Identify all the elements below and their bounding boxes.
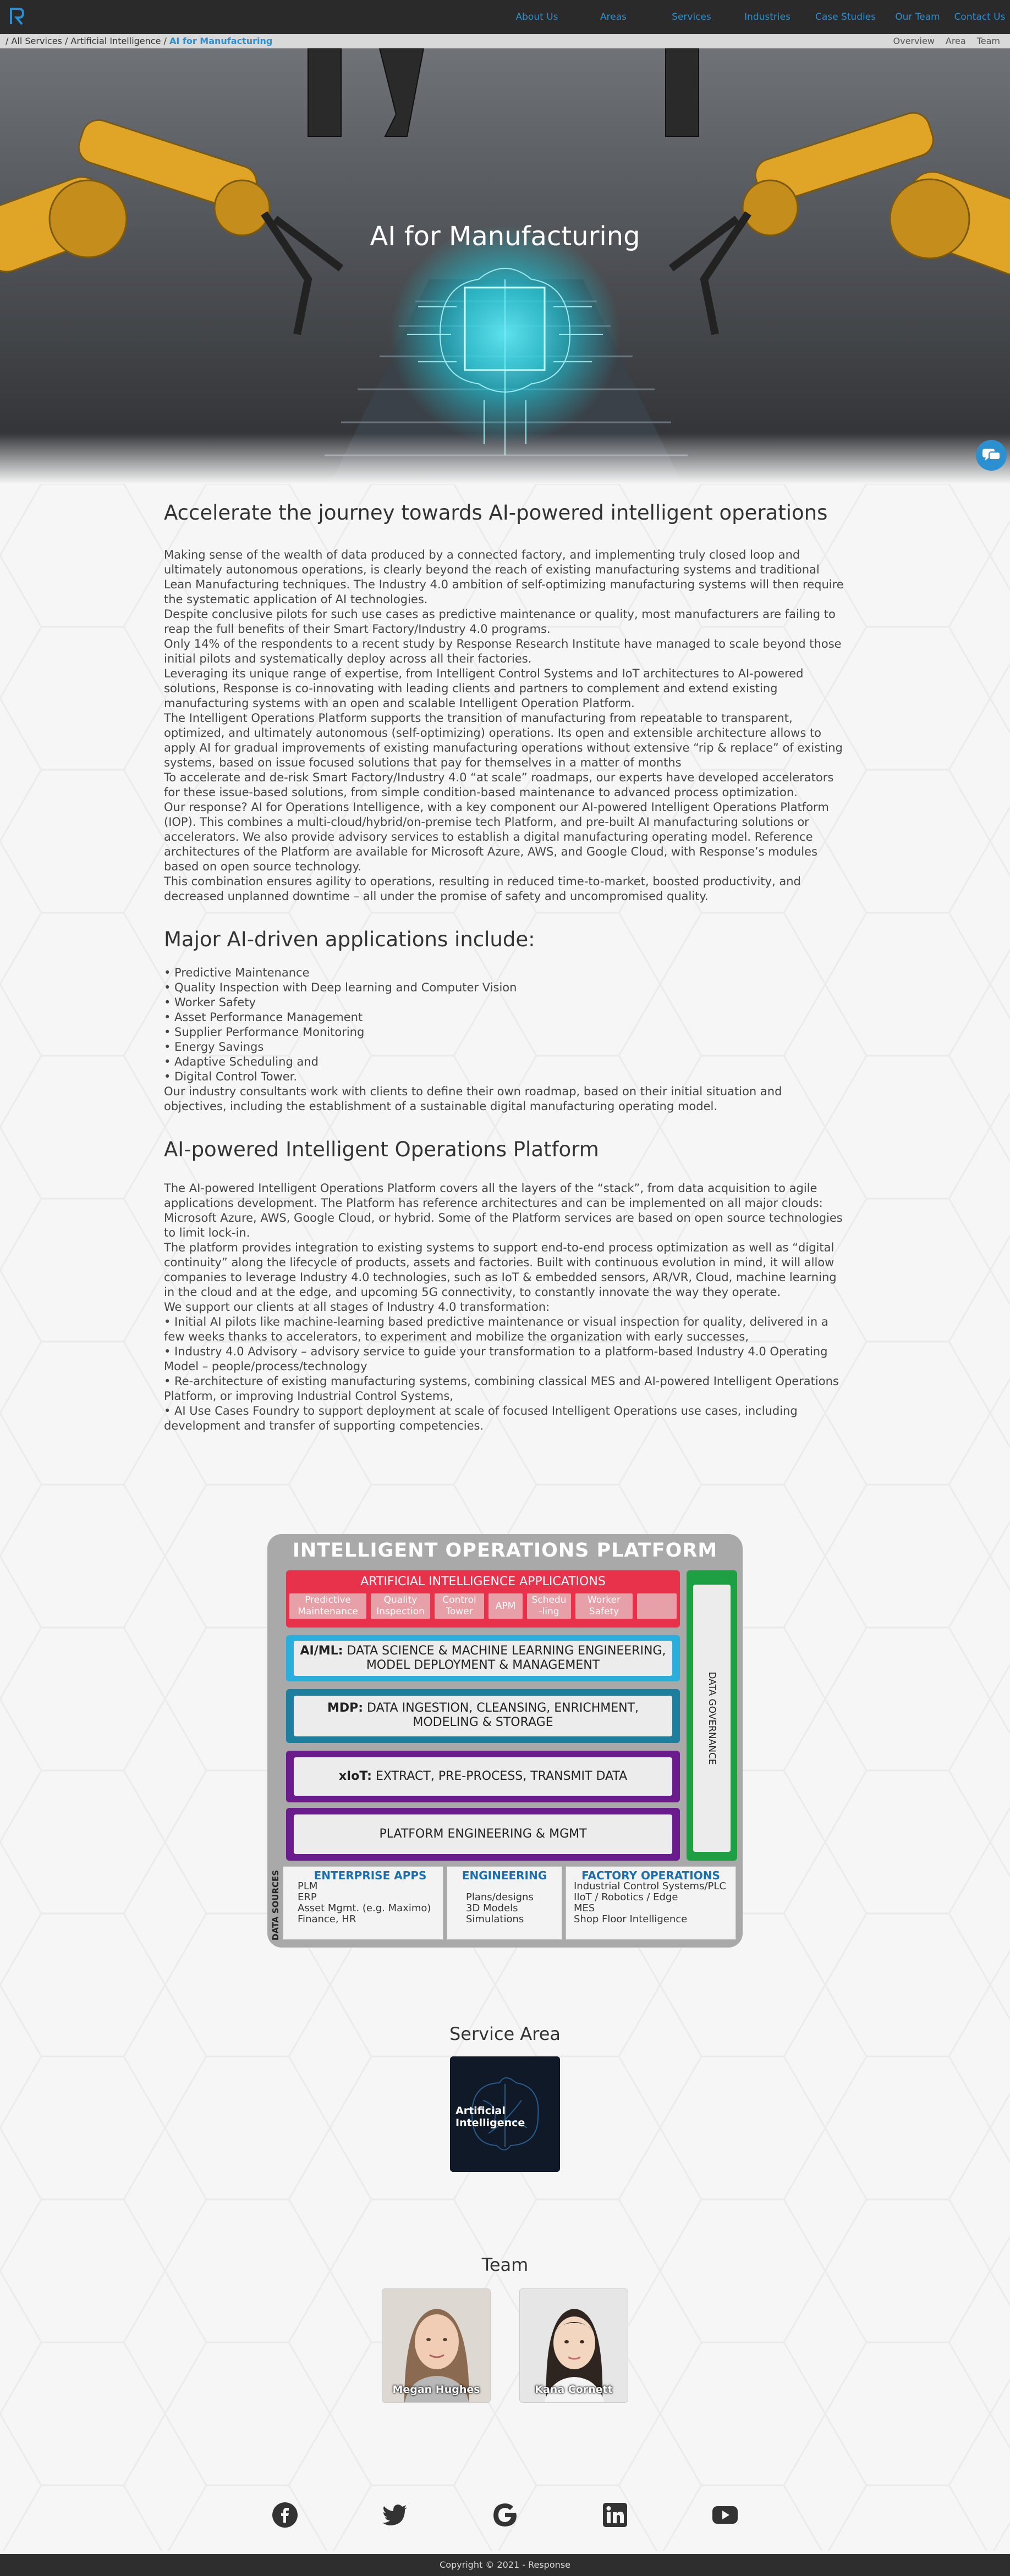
- facebook-icon[interactable]: [272, 2502, 298, 2528]
- list-item: • Supplier Performance Monitoring: [164, 1025, 365, 1039]
- hero-image: [0, 48, 1010, 484]
- aiml-layer: [294, 1641, 672, 1676]
- team-member-name: Megan Hughes: [392, 2384, 480, 2396]
- main-content: [164, 500, 846, 1433]
- team-card-megan-hughes[interactable]: [382, 2288, 491, 2403]
- nav-links: [501, 0, 1010, 34]
- paragraph: • Industry 4.0 Advisory – advisory service to guide your transformation to a platform-based Industry 4.0 Operating Model – people/process/technology: [164, 1345, 828, 1373]
- section-body-journey: [164, 548, 846, 904]
- paragraph: Only 14% of the respondents to a recent study by Response Research Institute have managed to scale beyond those initial pilots and systematically deploy across all their factories.: [164, 637, 842, 665]
- list-item: • Asset Performance Management: [164, 1011, 363, 1024]
- ai-applications-label: ARTIFICIAL INTELLIGENCE APPLICATIONS: [360, 1575, 606, 1588]
- paragraph: To accelerate and de-risk Smart Factory/Industry 4.0 “at scale” roadmaps, our experts have developed accelerators for these issue-based solutions, from simple condition-based maintenance to advanced process optimization.: [164, 771, 834, 799]
- column-item: 3D Models: [466, 1902, 518, 1914]
- linkedin-icon[interactable]: [602, 2502, 628, 2528]
- paragraph: This combination ensures agility to operations, resulting in reduced time-to-market, boosted productivity, and decreased unplanned downtime – all under the promise of safety and uncompromised quality.: [164, 875, 801, 903]
- list-item: • Digital Control Tower.: [164, 1070, 298, 1083]
- column-title: ENTERPRISE APPS: [314, 1869, 427, 1882]
- column-item: Simulations: [466, 1913, 524, 1925]
- column-item: ERP: [298, 1891, 317, 1903]
- mdp-band: [286, 1689, 680, 1743]
- data-governance-label: DATA GOVERNANCE: [706, 1672, 717, 1765]
- twitter-icon[interactable]: [382, 2502, 408, 2528]
- aiml-bold: AI/ML:: [300, 1644, 343, 1658]
- paragraph: The Intelligent Operations Platform supports the transition of manufacturing from repeatable to transparent, optimized, and ultimately autonomous (self-optimizing) operations. Its open and extensible architecture allows to apply AI for gradual improvements of existing manufacturing operations without extensive “rip & replace” of existing systems, based on issue focused solutions that pay for themselves in a matter of months: [164, 711, 843, 769]
- data-sources-side: [270, 1869, 282, 1941]
- column-item: Plans/designs: [466, 1891, 534, 1903]
- column-item: Shop Floor Intelligence: [574, 1913, 688, 1925]
- team-member-name: Kana Cornett: [535, 2384, 613, 2396]
- top-navigation: [0, 0, 1010, 34]
- xiot-layer: [294, 1757, 672, 1796]
- paragraph: The AI-powered Intelligent Operations Platform covers all the layers of the “stack”, from data acquisition to agile applications development. The Platform has reference architectures and can be implemented on all major clouds: Microsoft Azure, AWS, Google Cloud, or hybrid. Some of the Platform services are based on open source technologies to limit lock-in.: [164, 1182, 843, 1239]
- data-governance-band: [687, 1570, 737, 1861]
- team-heading: Team: [481, 2254, 529, 2275]
- paragraph: Our industry consultants work with clients to define their own roadmap, based on their initial situation and objectives, including the establishment of a sustainable digital manufacturing operating model.: [164, 1085, 782, 1113]
- paragraph: Despite conclusive pilots for such use cases as predictive maintenance or quality, most manufacturers are failing to reap the full benefits of their Smart Factory/Industry 4.0 programs.: [164, 608, 836, 636]
- xiot-text: EXTRACT, PRE-PROCESS, TRANSMIT DATA: [371, 1769, 628, 1783]
- paragraph: Making sense of the wealth of data produced by a connected factory, and implementing truly closed loop and ultimately autonomous operations, is clearly beyond the reach of existing manufacturing systems and traditional Lean Manufacturing techniques. The Industry 4.0 ambition of self-optimizing manufacturing systems will then require the systematic application of AI technologies.: [164, 548, 844, 606]
- platform-eng-layer: PLATFORM ENGINEERING & MGMT: [294, 1814, 672, 1854]
- platform-diagram: [267, 1534, 743, 1948]
- section-heading-applications: Major AI-driven applications include:: [164, 928, 535, 951]
- chip-blank: [637, 1593, 677, 1619]
- chip-quality-inspection: Quality Inspection: [371, 1593, 430, 1619]
- list-item: • Predictive Maintenance: [164, 966, 310, 979]
- breadcrumb: [6, 36, 272, 46]
- ai-applications-band: [286, 1570, 680, 1628]
- section-heading-platform: AI-powered Intelligent Operations Platform: [164, 1138, 599, 1161]
- service-card-artificial-intelligence[interactable]: [450, 2056, 560, 2172]
- paragraph: We support our clients at all stages of Industry 4.0 transformation:: [164, 1300, 550, 1314]
- factory-operations-column: [566, 1866, 736, 1940]
- paragraph: • Re-architecture of existing manufacturing systems, combining classical MES and AI-powered Intelligent Operations Platform, or improving Industrial Control Systems,: [164, 1375, 839, 1403]
- tab-overview[interactable]: Overview: [893, 36, 935, 46]
- chip-predictive-maintenance: Predictive Maintenance: [289, 1593, 366, 1619]
- column-item: MES: [574, 1902, 595, 1914]
- mdp-text: DATA INGESTION, CLEANSING, ENRICHMENT, MODELING & STORAGE: [363, 1701, 639, 1729]
- service-card-label: Artificial Intelligence: [455, 2105, 525, 2129]
- hero-banner: [0, 48, 1010, 484]
- applications-list: [164, 966, 846, 1114]
- copyright-text: Copyright © 2021 - Response: [440, 2560, 570, 2570]
- diagram-title: INTELLIGENT OPERATIONS PLATFORM: [292, 1540, 718, 1562]
- list-item: • Worker Safety: [164, 996, 256, 1009]
- column-title: FACTORY OPERATIONS: [581, 1869, 720, 1882]
- section-heading-journey: Accelerate the journey towards AI-powered intelligent operations: [164, 501, 828, 525]
- paragraph: Leveraging its unique range of expertise, from Intelligent Control Systems and IoT architectures to AI-powered solutions, Response is co-innovating with leading clients and partners to complement and extend existing manufacturing systems with an open and scalable Intelligent Operation Platform.: [164, 667, 804, 710]
- nav-contact-us[interactable]: Contact Us: [954, 12, 1006, 23]
- youtube-icon[interactable]: [712, 2502, 738, 2528]
- service-area-heading: Service Area: [449, 2023, 561, 2044]
- column-item: Asset Mgmt. (e.g. Maximo): [298, 1902, 431, 1914]
- nav-areas[interactable]: Areas: [600, 12, 627, 23]
- list-item: • Energy Savings: [164, 1040, 264, 1053]
- nav-our-team[interactable]: Our Team: [895, 12, 940, 23]
- hero-title: AI for Manufacturing: [370, 221, 640, 252]
- chip-scheduling: Schedu -ling: [527, 1593, 571, 1619]
- mdp-bold: MDP:: [327, 1701, 364, 1715]
- nav-case-studies[interactable]: Case Studies: [815, 12, 876, 23]
- ai-chips: [289, 1593, 677, 1620]
- chat-icon: [976, 440, 1007, 471]
- data-governance-layer: [693, 1585, 731, 1852]
- chip-apm: APM: [488, 1593, 523, 1619]
- sub-navigation: [0, 34, 1010, 48]
- nav-about-us[interactable]: About Us: [515, 12, 558, 23]
- list-item: • Adaptive Scheduling and: [164, 1055, 319, 1068]
- tab-team[interactable]: Team: [976, 36, 1000, 46]
- xiot-band: [286, 1751, 680, 1802]
- column-item: Industrial Control Systems/PLC: [574, 1880, 726, 1892]
- chip-worker-safety: Worker Safety: [575, 1593, 633, 1619]
- engineering-column: [447, 1866, 562, 1940]
- section-body-platform: [164, 1181, 846, 1433]
- paragraph: The platform provides integration to existing systems to support end-to-end process optimization as well as “digital continuity” along the lifecycle of products, assets and factories. Built with continuous evolution in mind, it will allow companies to leverage Industry 4.0 technologies, such as IoT & embedded sensors, AR/VR, Cloud, machine learning in the cloud and at the edge, and upcoming 5G connectivity, to constantly innovate the way they operate.: [164, 1241, 837, 1299]
- chat-button[interactable]: [976, 440, 1007, 471]
- enterprise-apps-column: [283, 1866, 443, 1940]
- aiml-band: [286, 1635, 680, 1681]
- team-card-kana-cornett[interactable]: [519, 2288, 628, 2403]
- paragraph: Our response? AI for Operations Intelligence, with a key component our AI-powered Intelligent Operations Platform (IOP). This combines a multi-cloud/hybrid/on-premise tech Platform, and pre-built AI manufacturing solutions or accelerators. We also provide advisory services to establish a digital manufacturing operating model. Reference architectures of the Platform are available for Microsoft Azure, AWS, and Google Cloud, with Response’s modules based on open source technology.: [164, 801, 829, 873]
- list-item: • Quality Inspection with Deep learning and Computer Vision: [164, 981, 517, 994]
- breadcrumb-current: AI for Manufacturing: [169, 36, 273, 46]
- paragraph: • Initial AI pilots like machine-learning based predictive maintenance or visual inspection for quality, delivered in a few weeks thanks to accelerators, to experiment and mobilize the organization with early successes,: [164, 1315, 828, 1343]
- nav-services[interactable]: Services: [672, 12, 711, 23]
- aiml-text: DATA SCIENCE & MACHINE LEARNING ENGINEERING, MODEL DEPLOYMENT & MANAGEMENT: [343, 1644, 666, 1672]
- column-item: PLM: [298, 1880, 318, 1892]
- column-item: Finance, HR: [298, 1913, 356, 1925]
- nav-industries[interactable]: Industries: [744, 12, 791, 23]
- column-title: ENGINEERING: [462, 1869, 547, 1882]
- xiot-bold: xIoT:: [338, 1769, 372, 1783]
- platform-eng-band: [286, 1808, 680, 1861]
- google-icon[interactable]: [492, 2502, 518, 2528]
- tab-area[interactable]: Area: [945, 36, 966, 46]
- mdp-layer: [294, 1696, 672, 1736]
- page-tabs: [893, 36, 1000, 46]
- footer: [0, 2554, 1010, 2576]
- paragraph: • AI Use Cases Foundry to support deployment at scale of focused Intelligent Operations use cases, including development and transfer of supporting competencies.: [164, 1404, 798, 1432]
- data-sources-label: DATA SOURCES: [271, 1869, 281, 1941]
- response-logo-icon[interactable]: [6, 5, 25, 27]
- chip-control-tower: Control Tower: [435, 1593, 484, 1619]
- breadcrumb-path[interactable]: / All Services / Artificial Intelligence /: [6, 36, 169, 46]
- column-item: IIoT / Robotics / Edge: [574, 1891, 678, 1903]
